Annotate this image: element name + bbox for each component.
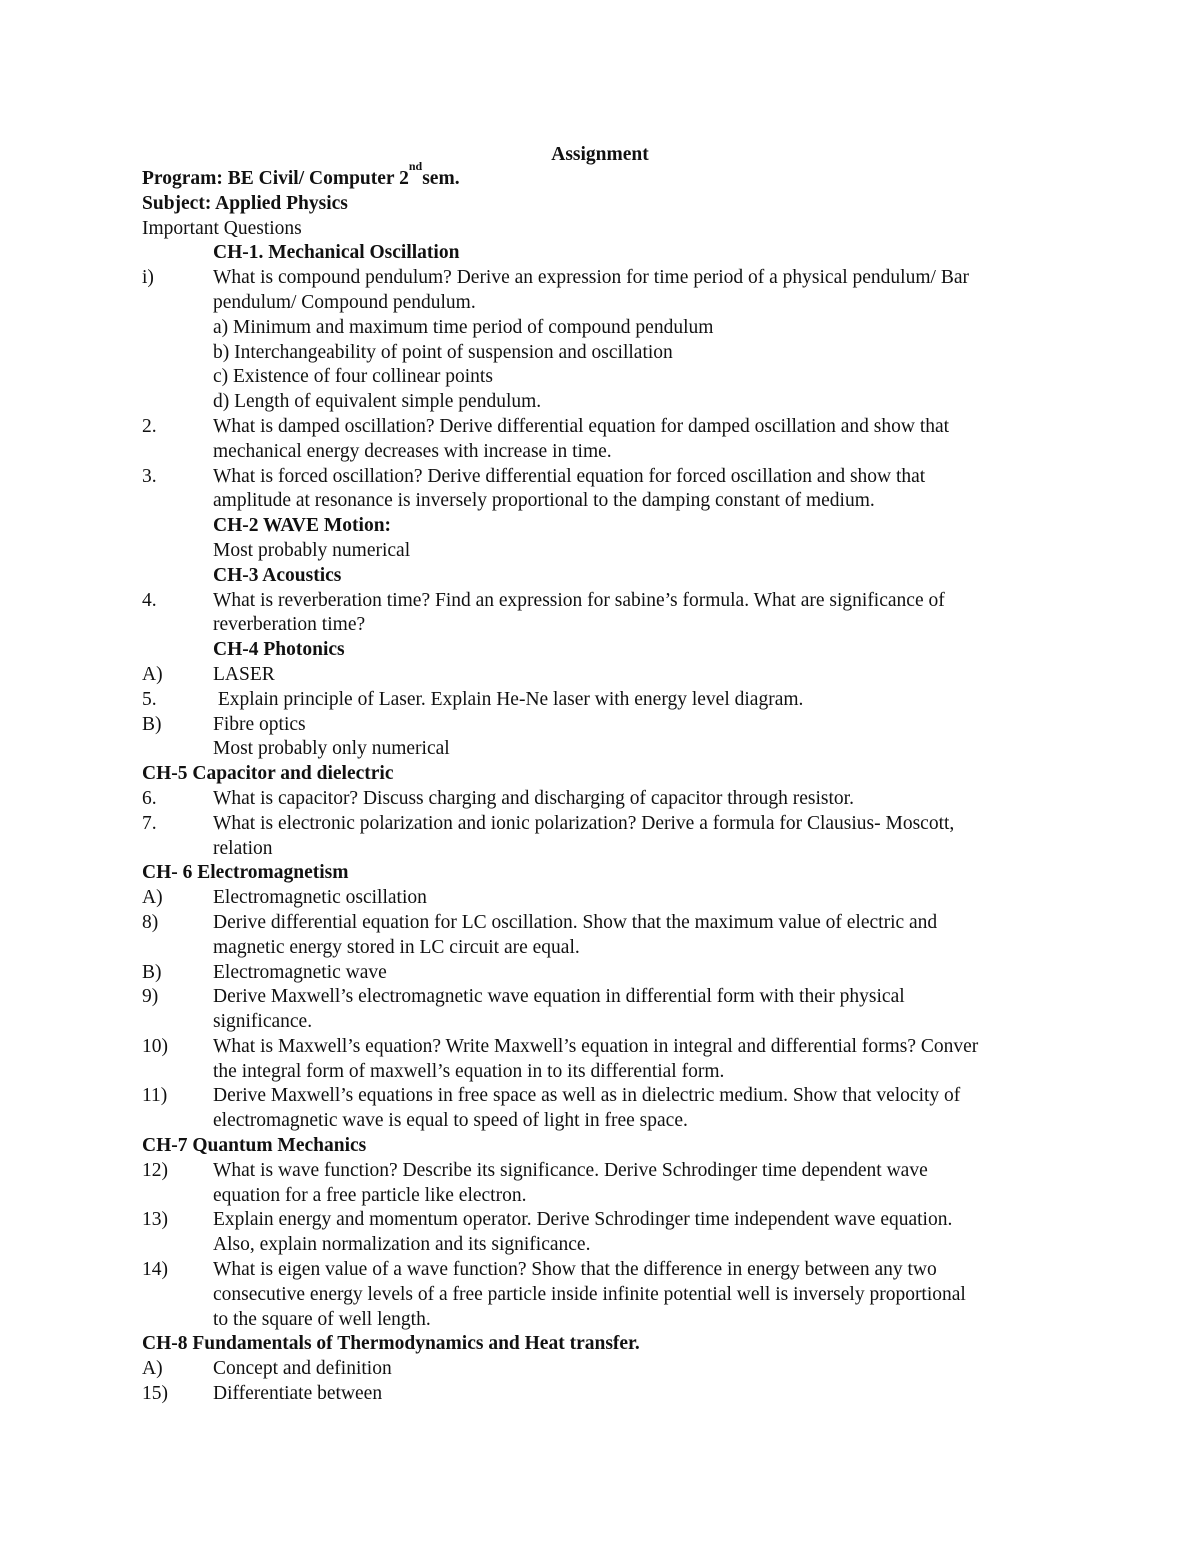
chapter-2-note: Most probably numerical [213,539,411,561]
chapter-heading-2: CH-2 WAVE Motion: [213,515,392,537]
question-4-cont: reverberation time? [213,614,366,636]
question-14 [142,1258,1072,1283]
page-title: Assignment [551,144,649,165]
question-2 [142,415,1072,440]
chapter-heading-3: CH-3 Acoustics [213,564,342,586]
section-marker: A) [142,1358,163,1380]
section-marker: A) [142,887,163,909]
program-line [142,159,1072,192]
subject-line: Subject: Applied Physics [142,192,348,214]
section-title: Concept and definition [213,1358,392,1380]
section-title: Electromagnetic oscillation [213,887,427,909]
section-6a [142,886,1072,911]
program-sup: nd [408,159,423,173]
question-number: 5. [142,688,157,710]
question-text: Explain principle of Laser. Explain He-Ne laser with energy level diagram. [213,688,804,710]
question-text: Derive differential equation for LC oscillation. Show that the maximum value of electric and [213,911,938,933]
question-number: 8) [142,911,159,933]
question-9 [142,985,1072,1010]
question-number: 10) [142,1035,168,1057]
question-3 [142,465,1072,490]
question-text: What is capacitor? Discuss charging and discharging of capacitor through resistor. [213,787,854,809]
question-number: i) [142,267,154,289]
section-4b [142,713,1072,738]
question-number: 2. [142,415,157,437]
question-7-cont: relation [213,837,273,859]
question-text: What is reverberation time? Find an expression for sabine’s formula. What are significance of [213,589,945,611]
question-13-cont: Also, explain normalization and its significance. [213,1234,591,1256]
section-title: Fibre optics [213,713,306,735]
question-number: 3. [142,465,157,487]
question-text: Differentiate between [213,1383,383,1405]
section-marker: B) [142,713,162,735]
question-text: What is forced oscillation? Derive differential equation for forced oscillation and show that [213,465,926,487]
question-text: What is compound pendulum? Derive an expression for time period of a physical pendulum/ Bar [213,267,969,289]
question-1-sub-b: b) Interchangeability of point of suspension and oscillation [213,341,673,363]
question-13 [142,1208,1072,1233]
question-text: What is electronic polarization and ionic polarization? Derive a formula for Clausius- Moscott, [213,812,955,834]
question-number: 6. [142,787,157,809]
question-11 [142,1084,1072,1109]
question-number: 7. [142,812,157,834]
question-10 [142,1035,1072,1060]
section-title: LASER [213,663,275,685]
chapter-heading-6: CH- 6 Electromagnetism [142,862,349,884]
question-text: Explain energy and momentum operator. Derive Schrodinger time independent wave equation. [213,1209,953,1231]
question-text: What is damped oscillation? Derive differential equation for damped oscillation and show that [213,415,950,437]
section-title: Electromagnetic wave [213,961,387,983]
question-text: What is wave function? Describe its significance. Derive Schrodinger time dependent wave [213,1159,928,1181]
question-number: 11) [142,1085,168,1107]
question-7 [142,812,1072,837]
chapter-heading-8: CH-8 Fundamentals of Thermodynamics and Heat transfer. [142,1333,640,1355]
chapter-heading-5: CH-5 Capacitor and dielectric [142,763,394,785]
question-number: 12) [142,1159,168,1181]
question-number: 13) [142,1209,168,1231]
question-11-cont: electromagnetic wave is equal to speed of light in free space. [213,1110,688,1132]
question-12-cont: equation for a free particle like electron. [213,1184,527,1206]
question-15 [142,1382,1072,1407]
section-8a [142,1357,1072,1382]
chapter-heading-7: CH-7 Quantum Mechanics [142,1135,367,1157]
important-line: Important Questions [142,217,302,239]
question-4 [142,589,1072,614]
chapter-heading-1: CH-1. Mechanical Oscillation [213,242,460,264]
question-6 [142,787,1072,812]
section-6b [142,961,1072,986]
question-8 [142,911,1072,936]
question-5 [142,688,1072,713]
question-14-cont-2: to the square of well length. [213,1308,431,1330]
document-body [142,159,1072,1407]
program-label: Program: BE Civil/ Computer 2 [142,168,409,189]
question-3-cont: amplitude at resonance is inversely proportional to the damping constant of medium. [213,490,875,512]
question-12 [142,1159,1072,1184]
question-text: What is Maxwell’s equation? Write Maxwell’s equation in integral and differential forms? Conver [213,1035,979,1057]
section-marker: B) [142,961,162,983]
section-4b-note: Most probably only numerical [213,738,450,760]
question-number: 4. [142,589,157,611]
section-4a [142,663,1072,688]
question-1-sub-a: a) Minimum and maximum time period of compound pendulum [213,316,714,338]
question-number: 9) [142,986,159,1008]
question-2-cont: mechanical energy decreases with increase in time. [213,440,612,462]
program-tail: sem. [422,168,460,189]
question-10-cont: the integral form of maxwell’s equation in to its differential form. [213,1060,725,1082]
question-14-cont: consecutive energy levels of a free particle inside infinite potential well is inversely proportional [213,1283,966,1305]
question-8-cont: magnetic energy stored in LC circuit are equal. [213,936,580,958]
question-1 [142,266,1072,291]
chapter-heading-4: CH-4 Photonics [213,639,345,661]
question-1-sub-c: c) Existence of four collinear points [213,366,493,388]
question-1-sub-d: d) Length of equivalent simple pendulum. [213,391,542,413]
question-text: What is eigen value of a wave function? Show that the difference in energy between any two [213,1259,937,1281]
question-number: 15) [142,1383,168,1405]
question-number: 14) [142,1259,168,1281]
question-9-cont: significance. [213,1011,313,1033]
section-marker: A) [142,663,163,685]
question-text: Derive Maxwell’s electromagnetic wave equation in differential form with their physical [213,986,905,1008]
question-text: Derive Maxwell’s equations in free space as well as in dielectric medium. Show that velocity of [213,1085,961,1107]
question-1-cont: pendulum/ Compound pendulum. [213,291,476,313]
